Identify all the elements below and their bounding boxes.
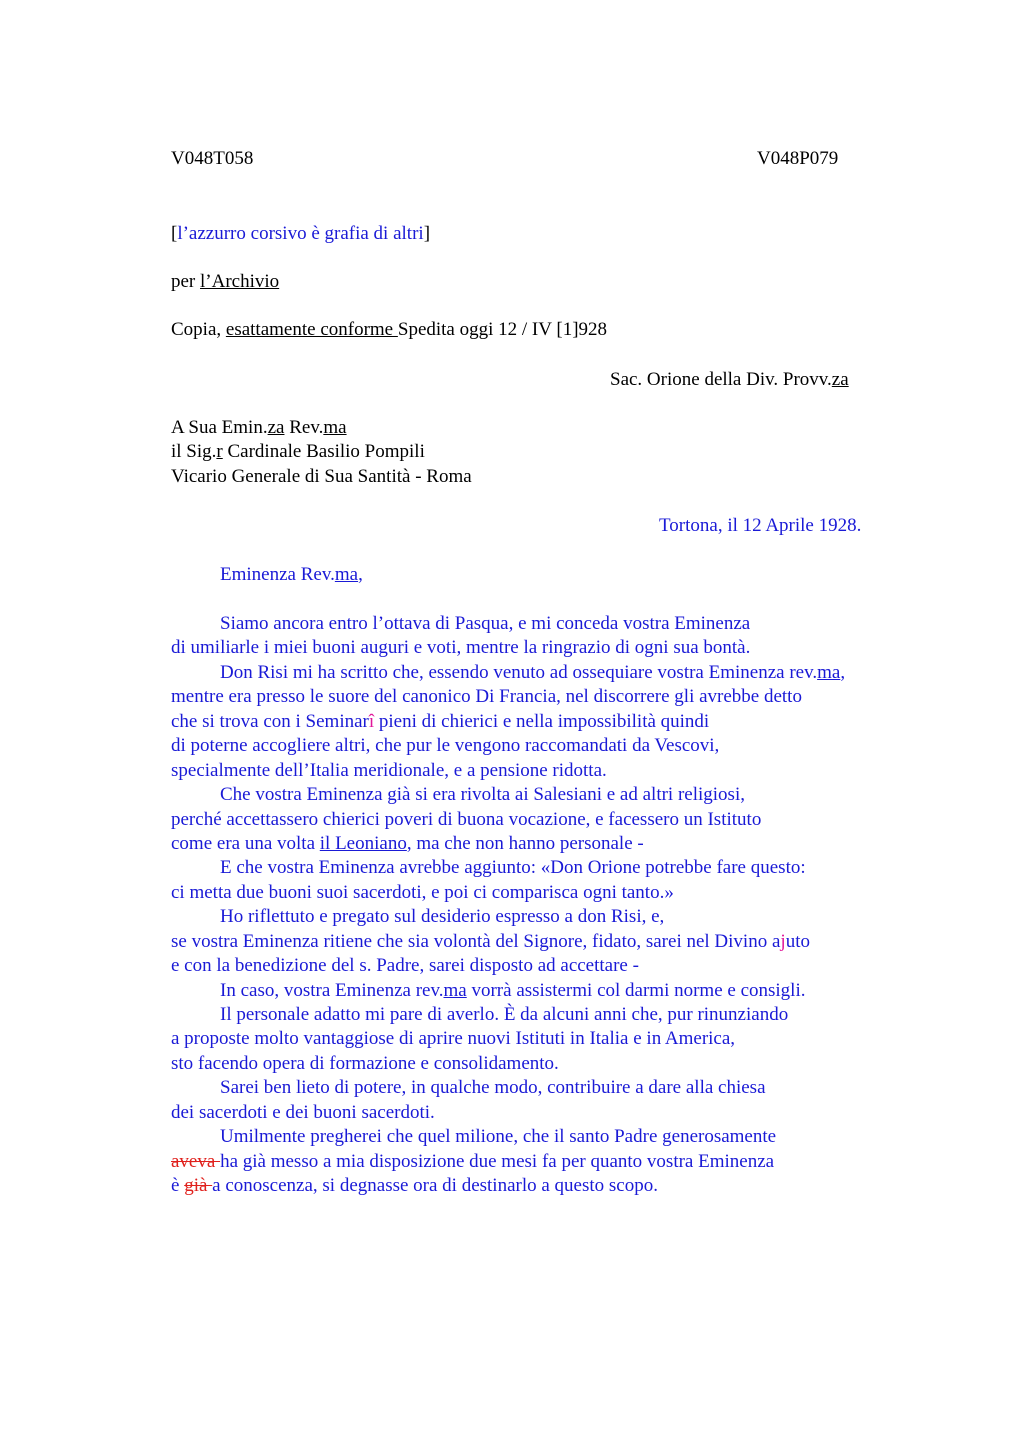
editorial-note [171, 222, 430, 246]
body-line: dei sacerdoti e dei buoni sacerdoti. [171, 1101, 435, 1123]
letter-date: Tortona, il 12 Aprile 1928. [659, 515, 862, 536]
note-close-bracket: ] [423, 223, 431, 244]
note-text: l’azzurro corsivo è grafia di altri [177, 223, 424, 244]
body-line: Umilmente pregherei che quel milione, che il santo Padre generosamente [220, 1126, 777, 1148]
struck-word: aveva [171, 1150, 221, 1172]
body-line: di umiliarle i miei buoni auguri e voti, mentre la ringrazio di ogni sua bontà. [171, 637, 751, 659]
body-line: aveva ha già messo a mia disposizione due mesi fa per quanto vostra Eminenza [171, 1150, 775, 1172]
address-line-3: Vicario Generale di Sua Santità - Roma [171, 465, 472, 487]
body-line: Don Risi mi ha scritto che, essendo venuto ad ossequiare vostra Eminenza rev.ma, [220, 661, 846, 683]
copy-line-spedita: Spedita oggi 12 / IV [1]928 [397, 319, 608, 340]
sender-line [610, 368, 849, 392]
copy-line [171, 318, 607, 342]
header-right-code: V048P079 [757, 148, 839, 169]
struck-word: già [184, 1175, 213, 1197]
body-line: come era una volta il Leoniano, ma che non hanno personale - [171, 832, 644, 854]
body-line: Il personale adatto mi pare di averlo. È da alcuni anni che, pur rinunziando [220, 1004, 789, 1025]
header-left-code: V048T058 [171, 148, 254, 169]
body-line: Che vostra Eminenza già si era rivolta ai Salesiani e ad altri religiosi, [220, 784, 745, 806]
letter-body [171, 612, 845, 1199]
body-line: In caso, vostra Eminenza rev.ma vorrà assistermi col darmi norme e consigli. [220, 979, 806, 1001]
body-line: ci metta due buoni suoi sacerdoti, e poi ci comparisca ogni tanto.» [171, 881, 674, 903]
address-block [171, 416, 472, 489]
body-line: di poterne accogliere altri, che pur le vengono raccomandati da Vescovi, [171, 735, 720, 757]
body-line: mentre era presso le suore del canonico Di Francia, nel discorrere gli avrebbe detto [171, 686, 802, 708]
body-line: perché accettassero chierici poveri di buona vocazione, e facessero un Istituto [171, 808, 762, 830]
note-open-bracket: [ [171, 223, 178, 244]
body-line: a proposte molto vantaggiose di aprire nuovi Istituti in Italia e in America, [171, 1028, 736, 1050]
body-line: è già a conoscenza, si degnasse ora di destinarlo a questo scopo. [171, 1175, 658, 1197]
address-line-2: il Sig.r Cardinale Basilio Pompili [171, 441, 425, 463]
body-line: Siamo ancora entro l’ottava di Pasqua, e mi conceda vostra Eminenza [220, 613, 751, 634]
body-line: Ho riflettuto e pregato sul desiderio espresso a don Risi, e, [220, 906, 665, 928]
copy-line-conforme: esattamente conforme [225, 319, 398, 340]
body-line: Sarei ben lieto di potere, in qualche modo, contribuire a dare alla chiesa [220, 1077, 766, 1099]
body-line: e con la benedizione del s. Padre, sarei disposto ad accettare - [171, 955, 639, 977]
copy-line-a: Copia, [171, 319, 226, 340]
sender-abbrev: za [831, 369, 849, 390]
body-line: specialmente dell’Italia meridionale, e a pensione ridotta. [171, 759, 607, 781]
archive-prefix: per [171, 271, 201, 292]
body-line: E che vostra Eminenza avrebbe aggiunto: «Don Orione potrebbe fare questo: [220, 857, 806, 879]
body-line: sto facendo opera di formazione e consolidamento. [171, 1052, 559, 1074]
archive-line [171, 270, 279, 294]
address-line-1: A Sua Emin.za Rev.ma [171, 417, 347, 438]
salutation: Eminenza Rev.ma, [220, 564, 363, 585]
sender-name: Sac. Orione della Div. Provv. [610, 369, 832, 390]
archive-label: l’Archivio [200, 271, 280, 292]
body-line: che si trova con i Seminarî pieni di chierici e nella impossibilità quindi [171, 710, 710, 732]
body-line: se vostra Eminenza ritiene che sia volontà del Signore, fidato, sarei nel Divino ajuto [171, 930, 810, 952]
